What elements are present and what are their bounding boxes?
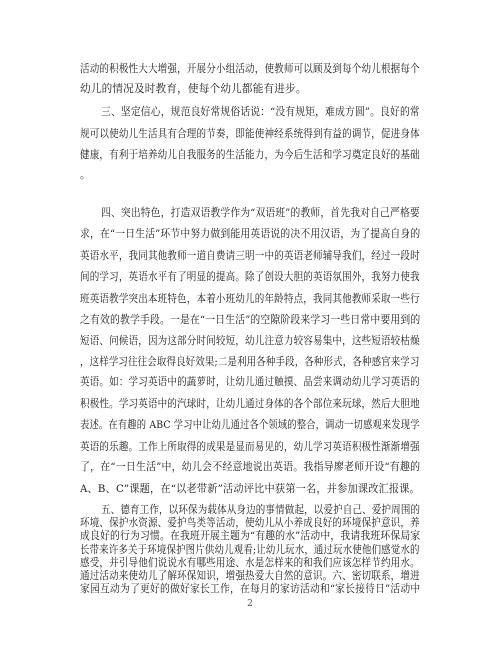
text-line: 英语水平，我同其他教师一道自费请三明一中的英语老师辅导我们，经过一段时 xyxy=(80,250,420,262)
text-line: 感受，并引导他们说说水有哪些用途、水是怎样来的和我们应该怎样节约用水。 xyxy=(80,556,420,569)
text-line: 成良好的行为习惯。在我班开展主题为“有趣的水”活动中，我请我班环保局家 xyxy=(80,530,421,543)
text-line: 健康，有利于培养幼儿自我服务的生活能力，为今后生活和学习奠定良好的基础 xyxy=(80,149,420,161)
text-line: 四、突出特色，打造双语教学作为“双语班”的教师，首先我对自己严格要 xyxy=(101,207,420,219)
text-line: 求，在“一日生活”环节中努力做到能用英语说的决不用汉语，为了提高自身的 xyxy=(80,228,421,240)
text-line: 五、德育工作，以环保为载体从身边的事情做起，以爱护自己、爱护周围的 xyxy=(101,504,421,516)
text-line: 长带来许多关于环境保护图片供幼儿观看;让幼儿玩水，通过玩水使他们感觉水的 xyxy=(80,543,420,556)
text-line: 英语的乐趣。工作上所取得的成果是显而易见的，幼儿学习英语积极性渐渐增强 xyxy=(80,441,420,453)
text-line: 之有效的教学手段。一是在“一日生活”的空隙阶段来学习一些日常中要用到的 xyxy=(80,314,421,326)
text-line: 。 xyxy=(80,169,91,181)
text-line: 英语。如：学习英语中的蔬萝时，让幼儿通过触摸、品尝来调动幼儿学习英语的 xyxy=(80,376,420,388)
page-number: 2 xyxy=(247,599,253,609)
text-line: 积极性。学习英语中的汽球时，让幼儿通过身体的各个部位来玩球，然后大胆地 xyxy=(80,398,420,410)
text-line: 表述。在有趣的 ABC 学习中让幼儿通过各个领域的整合，调动一切感观来发现学 xyxy=(80,419,420,431)
text-line: 环境、保护水资源、爱护鸟类等活动，使幼儿从小养成良好的环境保护意识，养 xyxy=(80,517,420,530)
text-line: 通过活动来使幼儿了解环保知识，增强热爱大自然的意识。六、密切联系，增进 xyxy=(80,570,420,582)
text-line: 规可以使幼儿生活具有合理的节奏，即能使神经系统得到有益的调节，促进身体 xyxy=(80,128,420,140)
text-line: A、B、C”课题，在“以老带新”活动评比中获第一名，并参加课改汇报课。 xyxy=(80,483,421,495)
text-line: 短语、问候语，因为这部分时间较短，幼儿注意力较容易集中，这些短语较枯燥 xyxy=(80,335,420,347)
text-line: 了，在“一日生活”中，幼儿会不经意地说出英语。我指导廖老师开设“有趣的 xyxy=(80,461,421,473)
text-line: 班英语教学突出本班特色，本着小班幼儿的年龄特点，我同其他教师采取一些行 xyxy=(80,293,420,305)
text-line: 三、坚定信心，规范良好常规俗话说：“没有规矩，难成方圆”。良好的常 xyxy=(101,106,420,118)
text-line: 家园互动为了更好的做好家长工作，在每月的家访活动和“家长接待日”活动中 xyxy=(80,583,421,596)
text-line: 幼儿的情况及时教育，使每个幼儿都能有进步。 xyxy=(80,83,307,95)
text-line: 间的学习，英语水平有了明显的提高。除了创设大胆的英语氛围外，我努力使我 xyxy=(80,271,420,283)
text-line: ，这样学习往往会取得良好效果;二是利用各种手段，各种形式，各种感官来学习 xyxy=(80,356,420,368)
text-line: 活动的积极性大大增强，开展分小组活动，使教师可以顾及到每个幼儿根据每个 xyxy=(80,63,420,75)
